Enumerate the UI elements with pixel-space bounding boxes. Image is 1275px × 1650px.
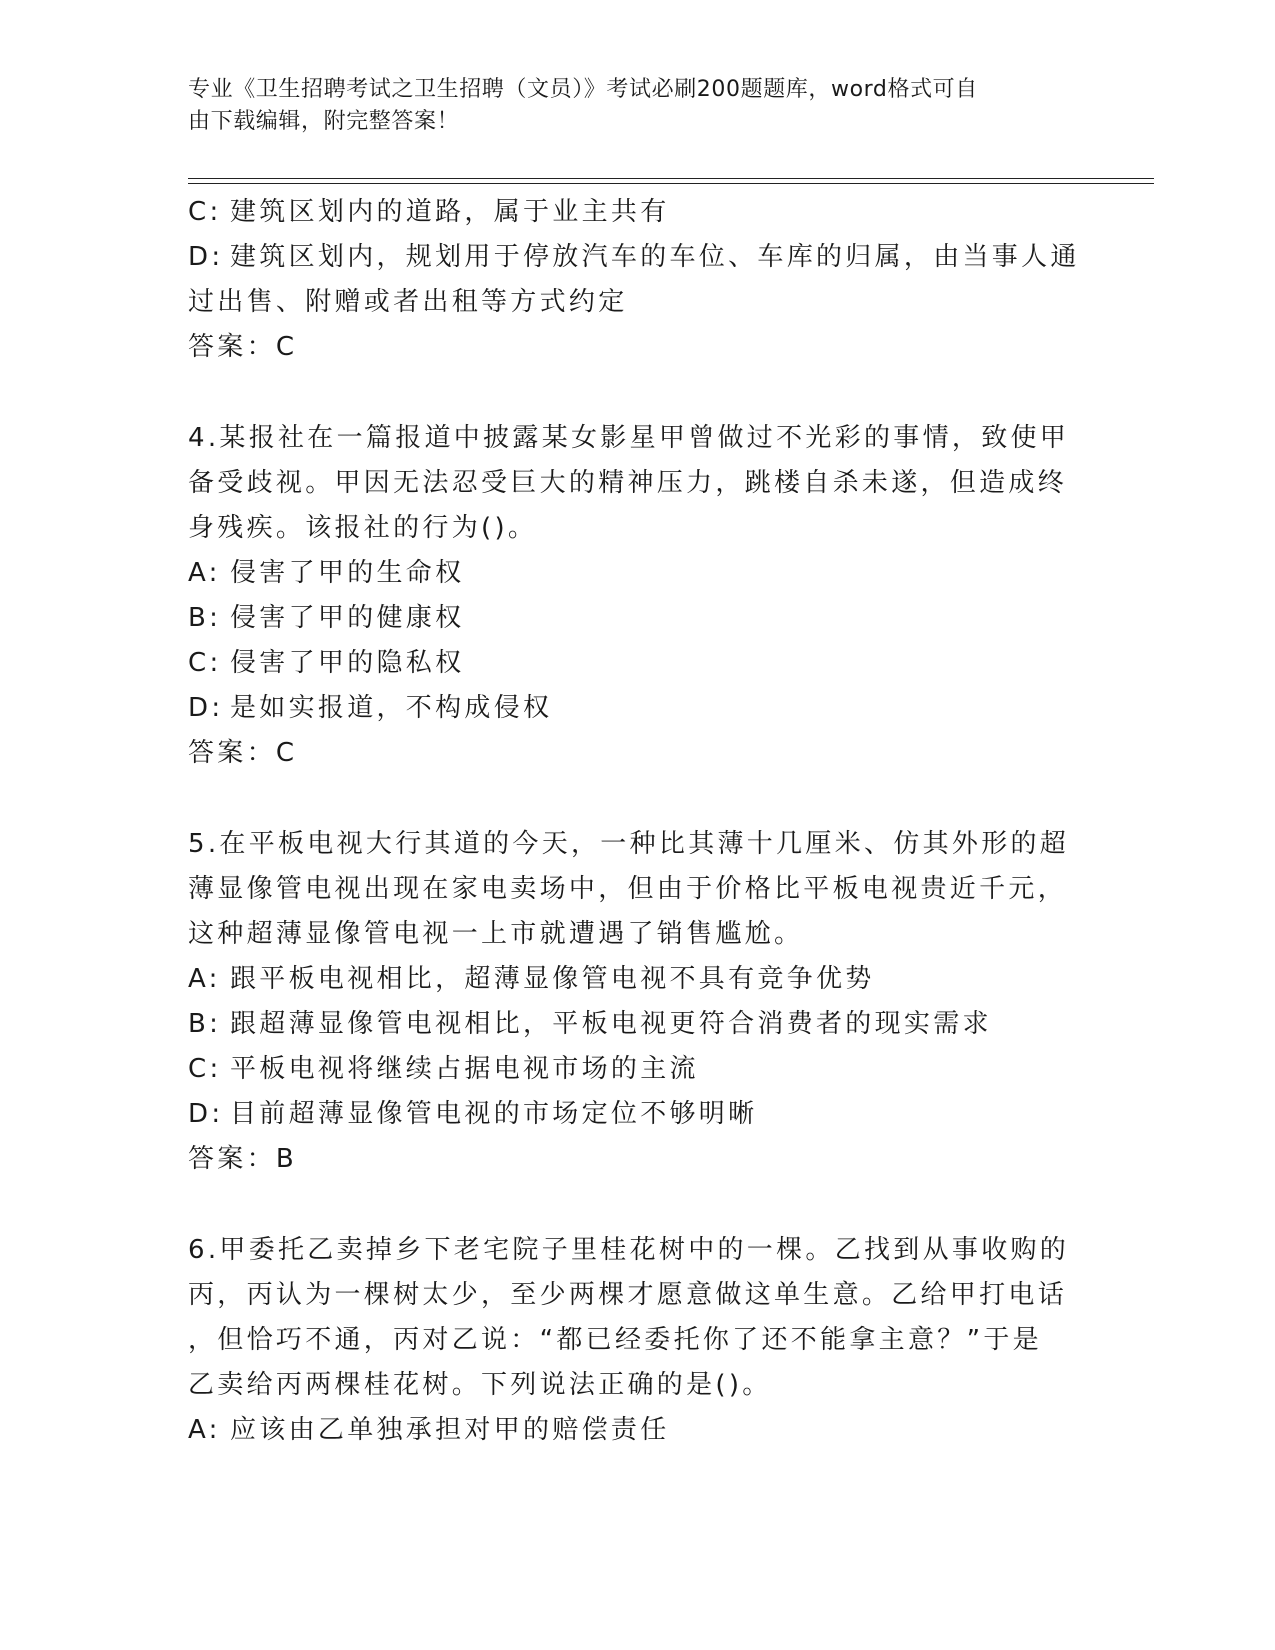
option-key: B: [188,603,222,633]
q4-stem-line: 身残疾。该报社的行为()。 [188,513,538,543]
header-line-1: 专业《卫生招聘考试之卫生招聘（文员）》考试必刷200题题库，word格式可自 [188,77,978,102]
q5-stem-line: 薄显像管电视出现在家电卖场中，但由于价格比平板电视贵近千元， [188,874,1068,904]
q4-option-a [188,551,1088,596]
option-text: 侵害了甲的生命权 [230,558,465,588]
header-rule-bottom [188,183,1154,184]
q5-stem-line: 5.在平板电视大行其道的今天，一种比其薄十几厘米、仿其外形的超 [188,829,1070,859]
q4-option-d [188,686,1088,731]
q3-option-d-continued: 过出售、附赠或者出租等方式约定 [188,287,628,317]
option-text: 是如实报道，不构成侵权 [230,693,553,723]
option-key: A: [188,964,221,994]
spacer [188,1182,1088,1228]
q4-answer: 答案：C [188,738,298,768]
option-text: 建筑区划内的道路，属于业主共有 [230,197,670,227]
option-text: 侵害了甲的健康权 [230,603,465,633]
q6-stem-line: 6.甲委托乙卖掉乡下老宅院子里桂花树中的一棵。乙找到从事收购的 [188,1235,1070,1265]
q3-answer: 答案：C [188,332,298,362]
option-key: A: [188,558,221,588]
option-key: D: [188,242,224,272]
option-key: C: [188,197,222,227]
option-text: 平板电视将继续占据电视市场的主流 [230,1054,699,1084]
q6-option-a [188,1408,1088,1453]
option-text: 建筑区划内，规划用于停放汽车的车位、车库的归属，由当事人通 [230,242,1080,272]
q5-option-d [188,1092,1088,1137]
option-text: 侵害了甲的隐私权 [230,648,465,678]
document-header [188,74,1068,138]
spacer [188,776,1088,822]
option-key: C: [188,648,222,678]
option-text: 跟平板电视相比，超薄显像管电视不具有竞争优势 [230,964,875,994]
q5-stem-line: 这种超薄显像管电视一上市就遭遇了销售尴尬。 [188,919,804,949]
option-text: 跟超薄显像管电视相比，平板电视更符合消费者的现实需求 [230,1009,992,1039]
q6-stem-line: 乙卖给丙两棵桂花树。下列说法正确的是()。 [188,1370,772,1400]
option-key: A: [188,1415,221,1445]
q5-option-a [188,957,1088,1002]
spacer [188,370,1088,416]
option-key: D: [188,693,224,723]
option-key: B: [188,1009,222,1039]
q6-stem-line: 丙，丙认为一棵树太少，至少两棵才愿意做这单生意。乙给甲打电话 [188,1280,1068,1310]
q4-stem-line: 备受歧视。甲因无法忍受巨大的精神压力，跳楼自杀未遂，但造成终 [188,468,1068,498]
question-content [188,190,1088,1453]
q6-stem-line: ，但恰巧不通，丙对乙说：“都已经委托你了还不能拿主意？”于是 [188,1325,1042,1355]
q4-option-b [188,596,1088,641]
q5-answer: 答案：B [188,1144,298,1174]
q5-option-b [188,1002,1088,1047]
q4-stem-line: 4.某报社在一篇报道中披露某女影星甲曾做过不光彩的事情，致使甲 [188,423,1070,453]
header-line-2: 由下载编辑，附完整答案！ [188,109,460,134]
option-key: C: [188,1054,222,1084]
q3-option-c [188,190,1088,235]
header-rule-top [188,178,1154,179]
q3-option-d [188,235,1088,280]
option-text: 应该由乙单独承担对甲的赔偿责任 [230,1415,670,1445]
q4-option-c [188,641,1088,686]
option-key: D: [188,1099,224,1129]
q5-option-c [188,1047,1088,1092]
option-text: 目前超薄显像管电视的市场定位不够明晰 [230,1099,758,1129]
